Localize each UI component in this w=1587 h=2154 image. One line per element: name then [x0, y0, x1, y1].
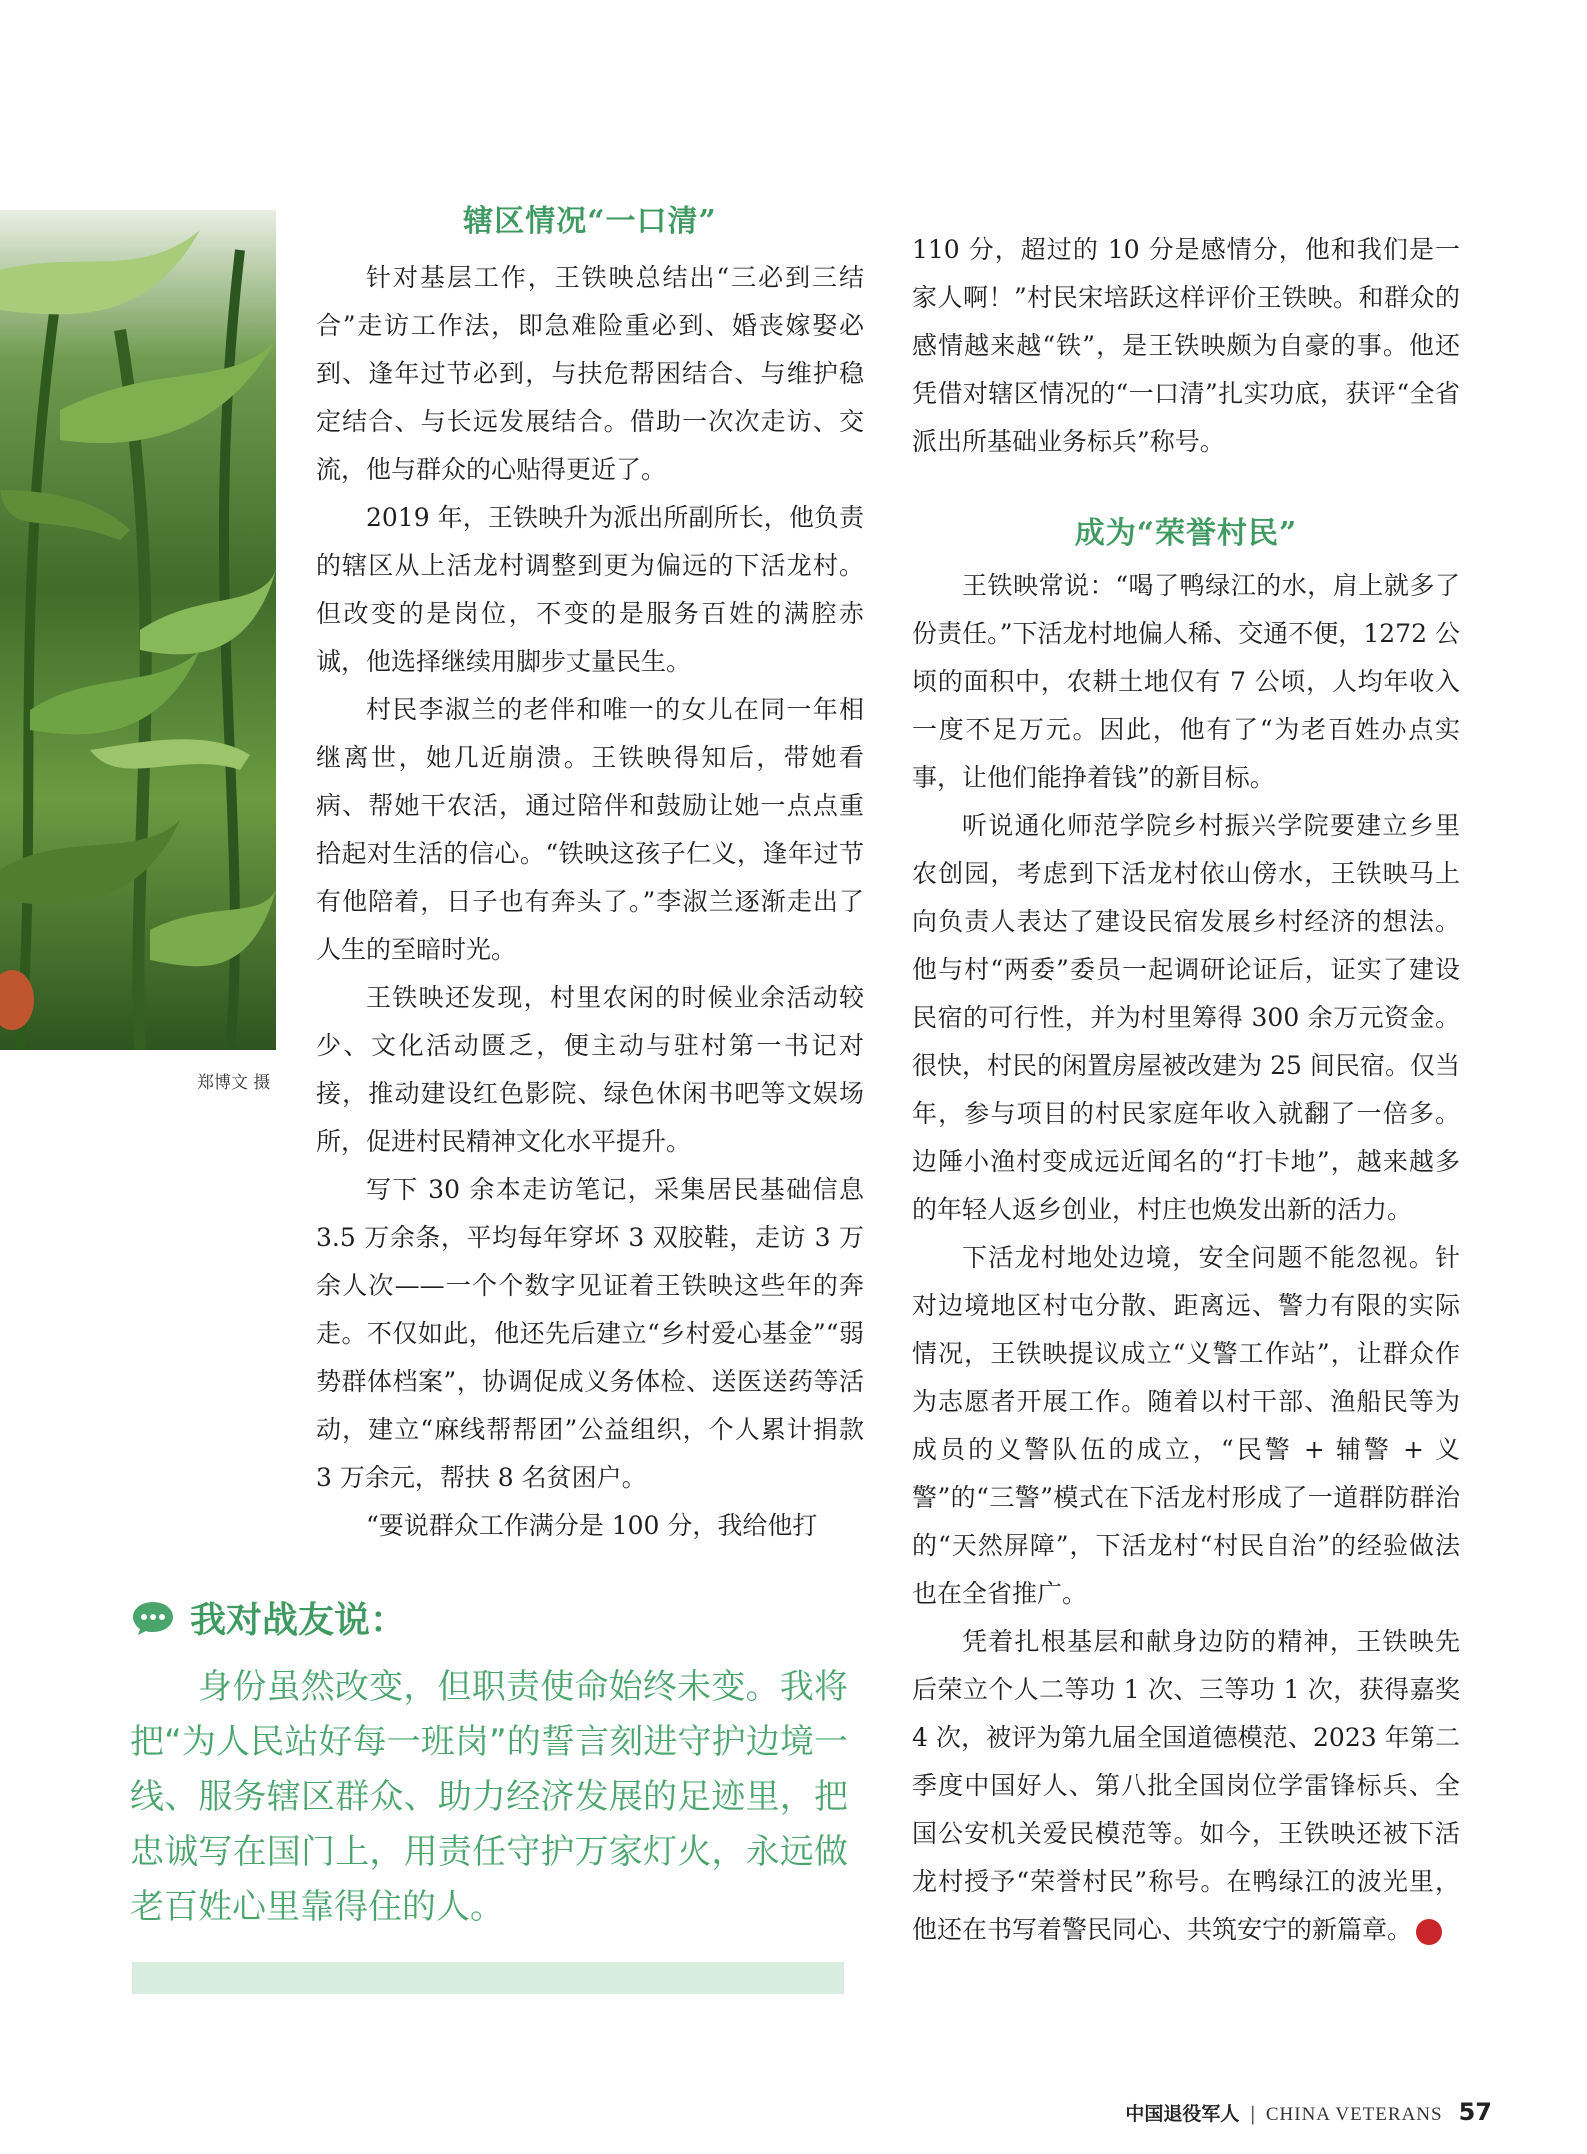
quote-decor-bar	[132, 1962, 844, 1994]
article-column-right	[912, 226, 1479, 1954]
corn-leaves-illustration	[0, 210, 276, 1050]
paragraph-final-text: 凭着扎根基层和献身边防的精神，王铁映先后荣立个人二等功 1 次、三等功 1 次，获得嘉奖 4 次，被评为第九届全国道德模范、2023 年第二季度中国好人、第八批全国岗位学雷锋标兵、全国公安机关爱民模范等。如今，王铁映还被下活龙村授予“荣誉村民”称号。在鸭绿江的波光里，他还在书写着警民同心、共筑安宁的新篇章。	[912, 1627, 1460, 1944]
quote-body: 身份虽然改变，但职责使命始终未变。我将把“为人民站好每一班岗”的誓言刻进守护边境一线、服务辖区群众、助力经济发展的足迹里，把忠诚写在国门上，用责任守护万家灯火，永远做老百姓心里靠得住的人。	[130, 1667, 848, 1927]
magazine-english-name: CHINA VETERANS	[1265, 2104, 1443, 2125]
paragraph: 2019 年，王铁映升为派出所副所长，他负责的辖区从上活龙村调整到更为偏远的下活龙村。但改变的是岗位，不变的是服务百姓的满腔赤诚，他选择继续用脚步丈量民生。	[316, 503, 864, 676]
quote-header	[130, 1592, 406, 1643]
quote-title: 我对战友说：	[190, 1600, 407, 1641]
footer-separator: |	[1249, 2103, 1256, 2125]
paragraph: 村民李淑兰的老伴和唯一的女儿在同一年相继离世，她几近崩溃。王铁映得知后，带她看病、帮她干农活，通过陪伴和鼓励让她一点点重拾起对生活的信心。“铁映这孩子仁义，逢年过节有他陪着，日子也有奔头了。”李淑兰逐渐走出了人生的至暗时光。	[316, 695, 864, 964]
section-heading-jurisdiction: 辖区情况“一口清”	[463, 204, 717, 239]
speech-bubble-icon	[130, 1599, 176, 1637]
paragraph: 王铁映常说：“喝了鸭绿江的水，肩上就多了份责任。”下活龙村地偏人稀、交通不便，1272 公顷的面积中，农耕土地仅有 7 公顷，人均年收入一度不足万元。因此，他有了“为老百姓办点实事，让他们能挣着钱”的新目标。	[912, 571, 1460, 792]
photo-credit: 郑博文 摄	[197, 1073, 271, 1093]
paragraph-continued: 110 分，超过的 10 分是感情分，他和我们是一家人啊！”村民宋培跃这样评价王铁映。和群众的感情越来越“铁”，是王铁映颇为自豪的事。他还凭借对辖区情况的“一口清”扎实功底，获评“全省派出所基础业务标兵”称号。	[912, 235, 1460, 456]
paragraph-final	[912, 1618, 1479, 1954]
paragraph: 听说通化师范学院乡村振兴学院要建立乡里农创园，考虑到下活龙村依山傍水，王铁映马上向负责人表达了建设民宿发展乡村经济的想法。他与村“两委”委员一起调研论证后，证实了建设民宿的可行性，并为村里筹得 300 余万元资金。很快，村民的闲置房屋被改建为 25 间民宿。仅当年，参与项目的村民家庭年收入就翻了一倍多。边陲小渔村变成远近闻名的“打卡地”，越来越多的年轻人返乡创业，村庄也焕发出新的活力。	[912, 811, 1460, 1224]
paragraph: 下活龙村地处边境，安全问题不能忽视。针对边境地区村屯分散、距离远、警力有限的实际情况，王铁映提议成立“义警工作站”，让群众作为志愿者开展工作。随着以村干部、渔船民等为成员的义警队伍的成立，“民警 + 辅警 + 义警”的“三警”模式在下活龙村形成了一道群防群治的“天然屏障”，下活龙村“村民自治”的经验做法也在全省推广。	[912, 1243, 1460, 1608]
section-heading-honorary-villager: 成为“荣誉村民”	[1074, 516, 1298, 551]
article-column-left	[316, 204, 864, 1550]
paragraph: 写下 30 余本走访笔记，采集居民基础信息 3.5 万余条，平均每年穿坏 3 双胶鞋，走访 3 万余人次——一个个数字见证着王铁映这些年的奔走。不仅如此，他还先后建立“乡村爱心基金”“弱势群体档案”，协调促成义务体检、送医送药等活动，建立“麻线帮帮团”公益组织，个人累计捐款 3 万余元，帮扶 8 名贫困户。	[316, 1175, 864, 1492]
corn-field-photo	[0, 210, 276, 1050]
page-number: 57	[1458, 2098, 1492, 2126]
paragraph: 王铁映还发现，村里农闲的时候业余活动较少、文化活动匮乏，便主动与驻村第一书记对接，推动建设红色影院、绿色休闲书吧等文娱场所，促进村民精神文化水平提升。	[316, 983, 864, 1156]
page-footer	[1125, 2098, 1492, 2126]
end-mark-icon: V	[1416, 1919, 1442, 1945]
paragraph: “要说群众工作满分是 100 分，我给他打	[366, 1511, 818, 1540]
magazine-name: 中国退役军人	[1125, 2103, 1240, 2125]
paragraph: 针对基层工作，王铁映总结出“三必到三结合”走访工作法，即急难险重必到、婚丧嫁娶必到、逢年过节必到，与扶危帮困结合、与维护稳定结合、与长远发展结合。借助一次次走访、交流，他与群众的心贴得更近了。	[316, 263, 864, 484]
